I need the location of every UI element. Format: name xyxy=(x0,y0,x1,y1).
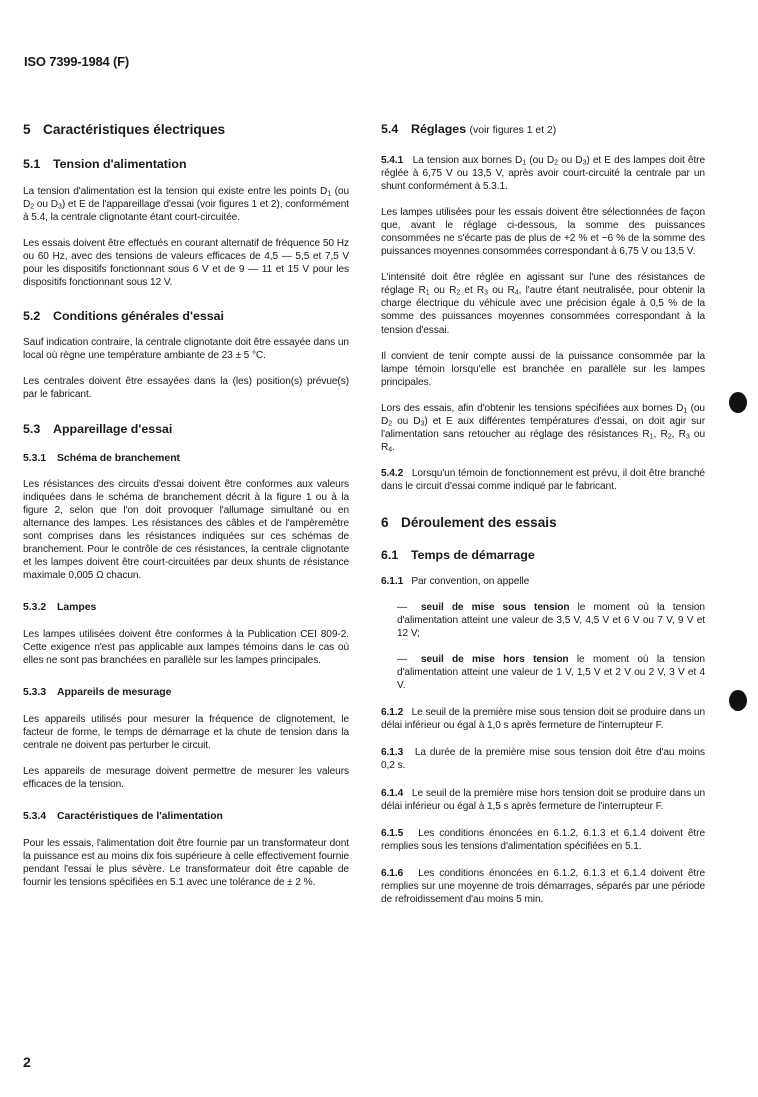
section-5-3-2-paragraph-1: Les lampes utilisées doivent être conformes à la Publication CEI 809-2. Cette exigence n'est pas applicable aux lampes témoins dans le cas où elles ne sont pas branchées en parallèle sur les lampes principales. xyxy=(23,628,349,666)
margin-change-mark xyxy=(729,690,747,711)
section-6-1-3-paragraph-1: 6.1.3 La durée de la première mise sous tension doit être d'au moins 0,2 s. xyxy=(381,747,705,772)
section-5-4-heading: 5.4 Réglages (voir figures 1 et 2) xyxy=(381,122,557,136)
section-5-1-heading: 5.1 Tension d'alimentation xyxy=(23,157,187,171)
section-5-4-1-paragraph-5: Lors des essais, afin d'obtenir les tensions spécifiées aux bornes $D_1$ (ou $D_2$ ou $D_3$) et E aux différentes températures d'essai, on doit agir sur l'alimentation sans retoucher au réglage des résistances $R_1$, $R_2$, $R_3$ ou $R_4$. xyxy=(381,402,706,454)
section-6-1-5-paragraph-1: 6.1.5 Les conditions énoncées en 6.1.2, 6.1.3 et 6.1.4 doivent être remplies sous les tensions d'alimentation spécifiées en 5.1. xyxy=(381,827,705,852)
section-5-3-4-paragraph-1: Pour les essais, l'alimentation doit être fournie par un transformateur dont la puissance est au moins dix fois supérieure à celle effectivement fournie pendant l'essai le plus sévère. Le transformateur doit être capable de fournir les tensions spécifiées en 5.1 avec une tolérance de ± 2 %. xyxy=(23,838,349,889)
list-item-seuil-mise-sous-tension: — seuil de mise sous tension le moment où la tension d'alimentation atteint une valeur de 3,5 V, 4,5 V et 6 V ou 7 V, 9 V et 12 V; xyxy=(397,602,705,640)
section-5-2-heading: 5.2 Conditions générales d'essai xyxy=(23,309,224,324)
section-6-heading: 6 Déroulement des essais xyxy=(381,514,557,530)
section-5-3-1-paragraph-1: Les résistances des circuits d'essai doivent être conformes aux valeurs indiquées dans le schéma de branchement décrit à la figure 1 ou à la figure 2, selon que l'on doit provoquer l'allumage simultané ou en alternance des lampes. Les résistances des câbles et de l'ampèremètre sont comprises dans les résistances indiquées sur ces schémas de branchement. Pour le contrôle de ces résistances, la centrale clignotante et les lampes doivent être court-circuitées par deux shunts de résistance maximale 0,005 Ω chacun. xyxy=(23,478,349,581)
section-6-1-heading: 6.1 Temps de démarrage xyxy=(381,547,535,562)
section-5-1-paragraph-1: La tension d'alimentation est la tension qui existe entre les points $D_1$ (ou $D_2$ ou $D_3$) et E de l'appareillage d'essai (voir figures 1 et 2), conformément à 5.4, la centrale clignotante étant court-circuitée. xyxy=(23,186,349,224)
section-5-3-1-heading: 5.3.1 Schéma de branchement xyxy=(23,452,180,464)
section-5-3-heading: 5.3 Appareillage d'essai xyxy=(23,421,173,436)
section-5-2-paragraph-1: Sauf indication contraire, la centrale clignotante doit être essayée dans un local où règne une température ambiante de 23 ± 5 °C. xyxy=(23,337,349,362)
section-6-1-4-paragraph-1: 6.1.4 Le seuil de la première mise hors tension doit se produire dans un délai inférieur ou égal à 1,5 s après fermeture de l'interrupteur F. xyxy=(381,787,705,812)
margin-change-mark xyxy=(729,392,747,413)
document-header: ISO 7399-1984 (F) xyxy=(24,54,129,69)
right-column xyxy=(381,120,705,906)
page-number: 2 xyxy=(23,1054,31,1070)
section-5-4-1-paragraph-3: L'intensité doit être réglée en agissant sur l'une des résistances de réglage $R_1$ ou $R_2$ et $R_3$ ou $R_4$, l'autre étant neutralisée, pour obtenir la charge électrique du véhicule avec une précision égale à 0,5 % de la somme des puissances moyennes consommées correspondant à la tension d'essai. xyxy=(381,272,706,336)
section-5-3-4-heading: 5.3.4 Caractéristiques de l'alimentation xyxy=(23,811,223,823)
section-5-3-2-heading: 5.3.2 Lampes xyxy=(23,601,97,613)
section-5-4-2-paragraph-1: 5.4.2 Lorsqu'un témoin de fonctionnement est prévu, il doit être branché dans le circuit d'essai comme indiqué par le fabricant. xyxy=(381,467,705,492)
section-5-2-paragraph-2: Les centrales doivent être essayées dans la (les) position(s) prévue(s) par le fabricant. xyxy=(23,376,349,401)
section-5-4-1-paragraph-1: 5.4.1 La tension aux bornes $D_1$ (ou $D_2$ ou $D_3$) et E des lampes doit être réglée à 6,75 V ou 13,5 V, après avoir court-circuité la centrale par un shunt conformément à 5.3.1. xyxy=(381,155,706,193)
section-5-heading: 5 Caractéristiques électriques xyxy=(23,122,226,137)
section-6-1-6-paragraph-1: 6.1.6 Les conditions énoncées en 6.1.2, 6.1.3 et 6.1.4 doivent être remplies sur une moyenne de trois démarrages, séparés par une période de refroidissement d'au moins 5 min. xyxy=(381,867,705,905)
section-5-1-paragraph-2: Les essais doivent être effectués en courant alternatif de fréquence 50 Hz ou 60 Hz, avec des tensions de valeurs efficaces de 4,5 — 5,5 et 7,5 V pour les dispositifs fonctionnant sous 6 V et de 9 — 11 et 15 V pour les dispositifs fonctionnant sous 12 V. xyxy=(23,238,349,289)
section-5-3-3-paragraph-1: Les appareils utilisés pour mesurer la fréquence de clignotement, le facteur de forme, le temps de démarrage et la chute de tension dans la centrale ne doivent pas perturber le circuit. xyxy=(23,714,349,752)
section-5-4-1-paragraph-4: Il convient de tenir compte aussi de la puissance consommée par la lampe témoin lorsqu'elle est branchée en parallèle sur les lampes principales. xyxy=(381,350,705,388)
section-6-1-1-paragraph-1: 6.1.1 Par convention, on appelle xyxy=(381,575,530,587)
section-6-1-2-paragraph-1: 6.1.2 Le seuil de la première mise sous tension doit se produire dans un délai inférieur ou égal à 1,0 s après fermeture de l'interrupteur F. xyxy=(381,707,705,732)
section-5-3-3-heading: 5.3.3 Appareils de mesurage xyxy=(23,687,172,699)
list-item-seuil-mise-hors-tension: — seuil de mise hors tension le moment où la tension d'alimentation atteint une valeur de 1 V, 1,5 V et 2 V ou 2 V, 3 V et 4 V. xyxy=(397,654,705,692)
left-column xyxy=(23,120,349,889)
section-5-3-3-paragraph-2: Les appareils de mesurage doivent permettre de mesurer les valeurs efficaces de la tension. xyxy=(23,766,349,791)
section-5-4-1-paragraph-2: Les lampes utilisées pour les essais doivent être sélectionnées de façon que, avant le réglage ci-dessous, la somme des puissances consommées ne s'écarte pas de plus de +2 % et −6 % de la somme des puissances moyennes consommées correspondant à 6,75 V ou 13,5 V. xyxy=(381,207,705,258)
